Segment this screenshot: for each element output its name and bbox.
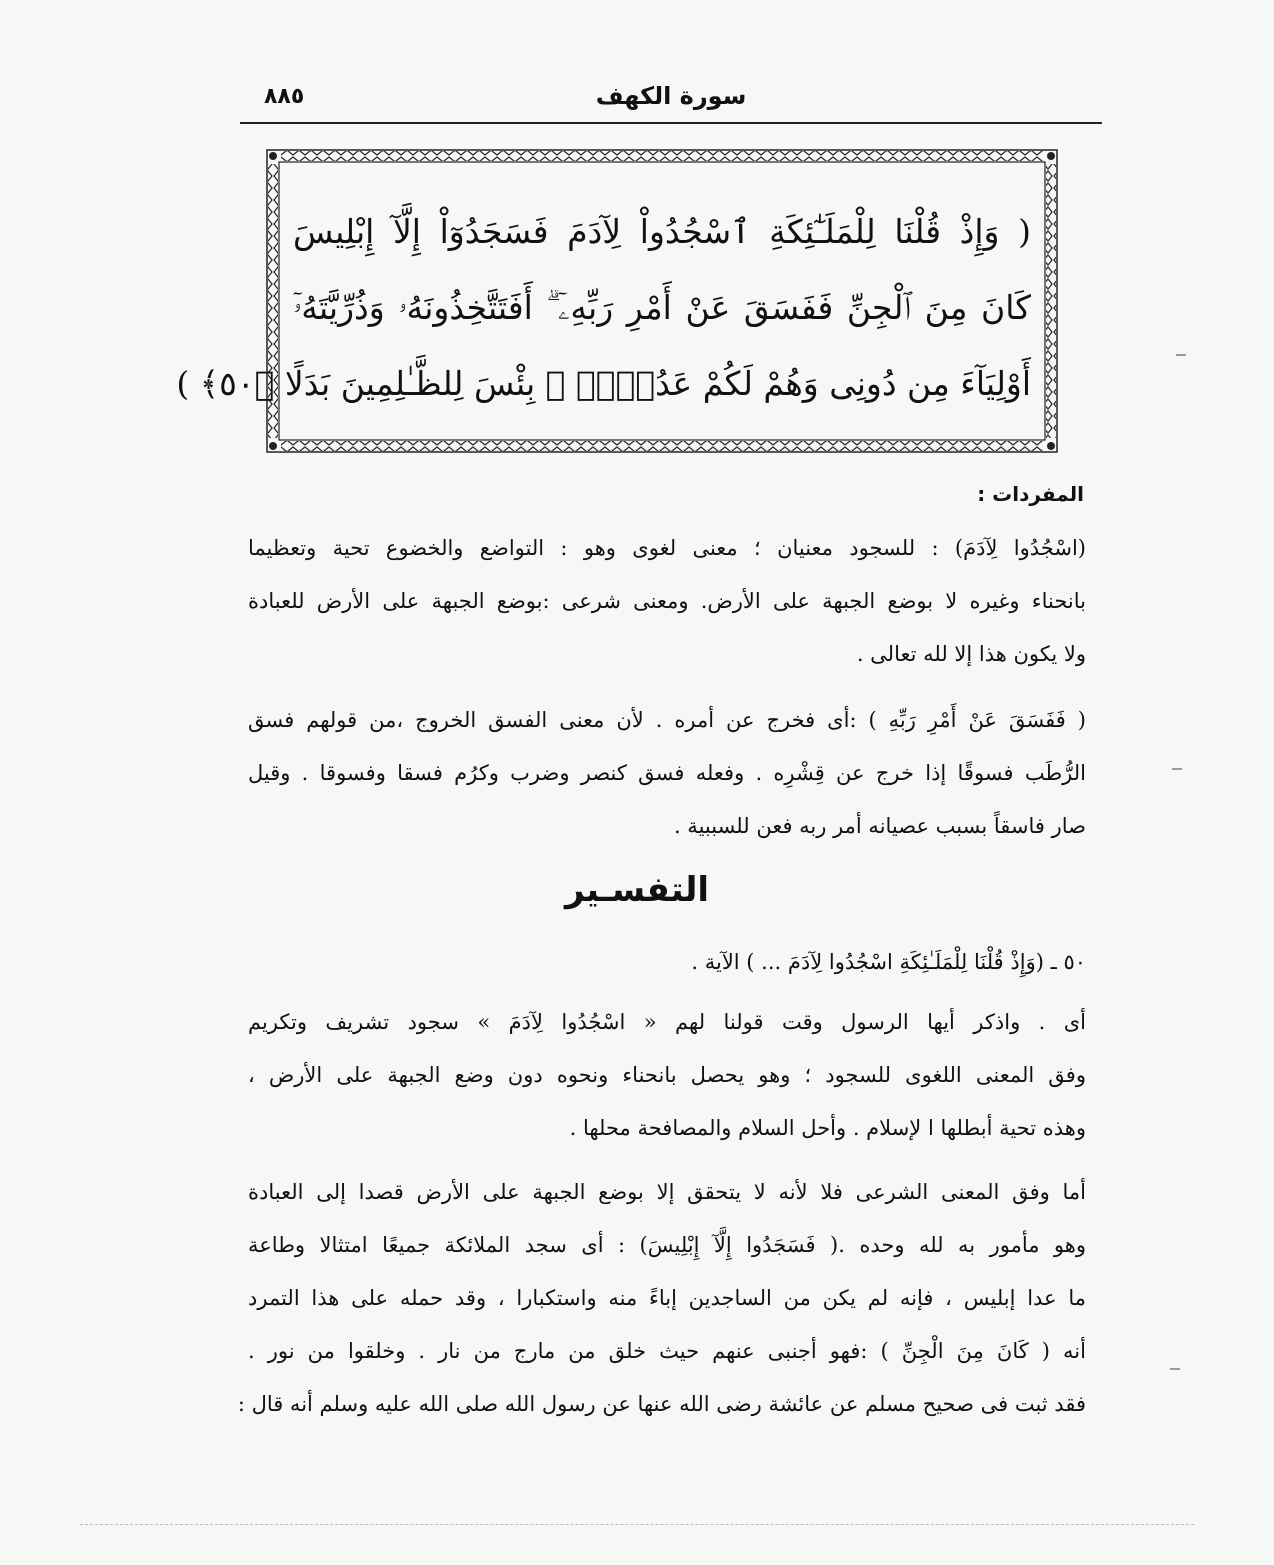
text-line: ولا يكون هذا إلا لله تعالى . [856, 642, 1086, 666]
tafsir-paragraph-1 [248, 996, 1086, 1155]
text-line: ٥٠ ـ (وَإِذْ قُلْنَا لِلْمَلَـٰئِكَةِ اسْجُدُوا لِآدَمَ ... ) الآية . [691, 950, 1086, 974]
surah-title: سورة الكهف [595, 82, 747, 110]
text-line: ما عدا إبليس ، فإنه لم يكن من الساجدين إباءً منه واستكبارا ، وقد حمله على هذا التمرد [248, 1286, 1086, 1310]
mufradat-paragraph-2 [248, 694, 1086, 853]
mufradat-label: المفردات : [977, 482, 1084, 506]
tafsir-paragraph-2 [237, 1166, 1086, 1431]
scan-edge [80, 1524, 1194, 1525]
text-line: ( فَفَسَقَ عَنْ أَمْرِ رَبِّهِ ) :أى فخرج عن أمره . لأن معنى الفسق الخروج ،من قولهم فسق [248, 708, 1086, 732]
text-line: وفق المعنى اللغوى للسجود ؛ وهو يحصل بانحناء ونحوه دون وضع الجبهة على الأرض ، [248, 1063, 1086, 1087]
text-line: أى . واذكر أيها الرسول وقت قولنا لهم « اسْجُدُوا لِآدَمَ » سجود تشريف وتكريم [248, 1010, 1086, 1034]
page-number: ٨٨٥ [264, 84, 305, 109]
verse-frame [176, 146, 1061, 456]
mufradat-paragraph-1 [248, 522, 1086, 681]
text-line: فقد ثبت فى صحيح مسلم عن عائشة رضى الله عنها عن رسول الله صلى الله عليه وسلم أنه قال : [237, 1392, 1086, 1416]
scan-mark [1170, 1368, 1180, 1370]
page-header [240, 78, 1102, 124]
verse-line-3: أَوْلِيَآءَ مِن دُونِى وَهُمْ لَكُمْ عَدُوٌّۢ ۚ بِئْسَ لِلظَّـٰلِمِينَ بَدَلًا ﴿٥٠﴾ ) [176, 364, 1031, 403]
text-line: أنه ( كَانَ مِنَ الْجِنِّ ) :فهو أجنبى عنهم حيث خلق من مارج من نار . وخلقوا من نور . [248, 1339, 1086, 1363]
text-line: الرُّطَب فسوقًا إذا خرج عن قِشْرِه . وفعله فسق كنصر وضرب وكرُم فسقا وفسوقا . وقيل [248, 761, 1087, 785]
text-line: وهو مأمور به لله وحده .( فَسَجَدُوا إِلَّآ إِبْلِيسَ) : أى سجد الملائكة جميعًا امتثالا وطاعة [248, 1233, 1086, 1257]
text-line: بانحناء وغيره لا بوضع الجبهة على الأرض. ومعنى شرعى :بوضع الجبهة على الأرض للعبادة [248, 589, 1086, 613]
text-line: صار فاسقاً بسبب عصيانه أمر ربه فعن للسببية . [673, 814, 1086, 838]
text-line: أما وفق المعنى الشرعى فلا لأنه لا يتحقق إلا بوضع الجبهة على الأرض قصدا إلى العبادة [248, 1180, 1086, 1204]
scan-mark [1172, 768, 1182, 770]
verse-line-1: ( وَإِذْ قُلْنَا لِلْمَلَـٰٓئِكَةِ ٱسْجُدُواْ لِآدَمَ فَسَجَدُوٓاْ إِلَّآ إِبْلِيسَ [293, 212, 1031, 251]
text-line: (اسْجُدُوا لِآدَمَ) : للسجود معنيان ؛ معنى لغوى وهو : التواضع والخضوع تحية وتعظيما [248, 536, 1086, 560]
verse-line-2: كَانَ مِنَ ٱلْجِنِّ فَفَسَقَ عَنْ أَمْرِ رَبِّهِۦٓ ۗ أَفَتَتَّخِذُونَهُۥ وَذُرِّيَّتَهُۥٓ [293, 288, 1031, 327]
scan-mark [1176, 354, 1186, 356]
verse-reference [248, 936, 1086, 989]
text-line: وهذه تحية أبطلها ا لإسلام . وأحل السلام والمصافحة محلها . [569, 1116, 1086, 1140]
tafsir-heading: التفسـير [564, 870, 710, 910]
quran-verse [176, 194, 1031, 422]
